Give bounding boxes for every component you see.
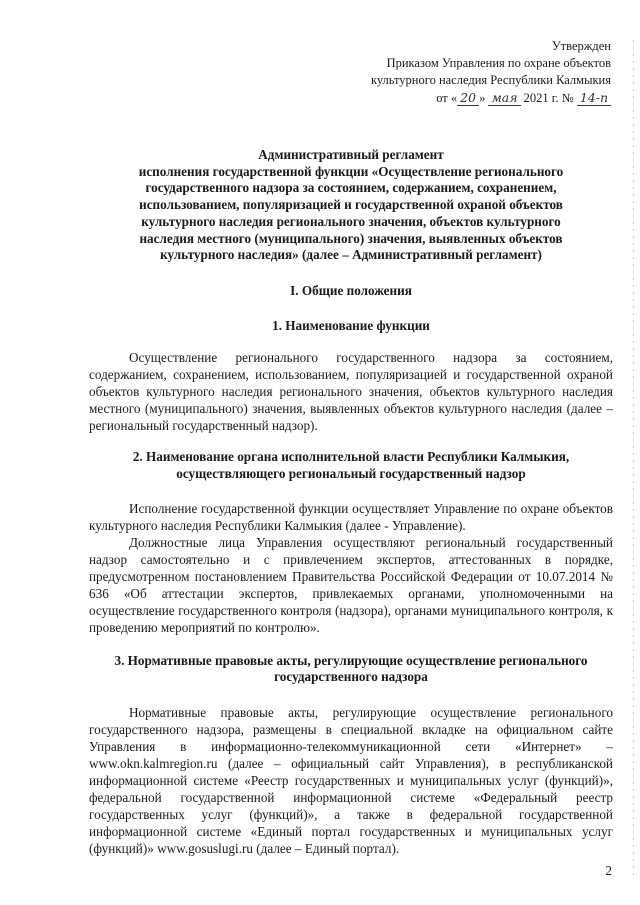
title-line-4: использованием, популяризацией и государственной охраной объектов (139, 197, 563, 213)
page-number: 2 (605, 863, 612, 878)
subsection-heading-executive-body (89, 449, 613, 482)
date-day: 20 (457, 90, 479, 106)
title-line-6: наследия местного (муниципального) значения, выявленных объектов (139, 230, 563, 246)
approval-line-2: Приказом Управления по охране объектов (386, 56, 611, 70)
title-line-1: Административный регламент (258, 147, 444, 162)
date-month: мая (488, 90, 520, 106)
title-line-3: государственного надзора за состоянием, содержанием, сохранением, (145, 180, 557, 196)
date-mid: » (479, 91, 486, 105)
subsection-heading-legal-acts-line-1: 3. Нормативные правовые акты, регулирующие осуществление регионального (114, 652, 588, 668)
paragraph-legal-acts: Нормативные правовые акты, регулирующие осуществление регионального государственного надзора, размещены в специальной вкладке на официальном сайте Управления в информационно-телекоммуникационной сети «Интернет» – www.okn.kalmregion.ru (далее – официальный сайт Управления), в республиканской информационной системе «Реестр государственных и муниципальных услуг (функций)», федеральной государственной информационной системе «Федеральный реестр государственных услуг (функций)», а также в федеральной государственной информационной системе «Единый портал государственных и муниципальных услуг (функций)» www.gosuslugi.ru (далее – Единый портал). (89, 705, 613, 857)
approval-date-line (89, 89, 611, 107)
approval-line-1: Утвержден (551, 39, 611, 53)
paragraph-officials: Должностные лица Управления осуществляют региональный государственный надзор самостоятельно и с привлечением экспертов, аттестованных в порядке, предусмотренном постановлением Правительства Российской Федерации от 10.07.2014 № 636 «Об аттестации экспертов, привлекаемых органами, уполномоченными на осуществление государственного контроля (надзора), органами муниципального контроля, к проведению мероприятий по контролю». (89, 534, 613, 635)
document-title (89, 147, 613, 264)
date-number: 14-п (577, 90, 611, 106)
subsection-heading-legal-acts-line-2: государственного надзора (274, 669, 428, 685)
subsection-heading-executive-body-line-1: 2. Наименование органа исполнительной власти Республики Калмыкия, (132, 449, 570, 465)
subsection-heading-legal-acts (89, 653, 613, 686)
date-year: 2021 г. № (523, 91, 574, 105)
title-line-5: культурного наследия регионального значения, объектов культурного (141, 213, 561, 229)
title-line-2: исполнения государственной функции «Осуществление регионального (138, 163, 564, 179)
title-line-7: культурного наследия» (далее – Административный регламент) (160, 247, 542, 263)
subsection-heading-executive-body-line-2: осуществляющего региональный государственный надзор (176, 466, 526, 482)
paragraph-function-name: Осуществление регионального государственного надзора за состоянием, содержанием, сохранением, использованием, популяризацией и государственной охраной объектов культурного наследия регионального значения, объектов культурного наследия местного (муниципального) значения, выявленных объектов культурного наследия (далее – региональный государственный надзор). (89, 350, 613, 434)
subsection-heading-function-name: 1. Наименование функции (272, 317, 430, 333)
approval-line-3: культурного наследия Республики Калмыкия (370, 73, 611, 87)
paragraph-executive-body: Исполнение государственной функции осуществляет Управление по охране объектов культурного наследия Республики Калмыкия (далее - Управление). (89, 500, 613, 533)
approval-stamp (89, 38, 611, 107)
scan-edge-mark (633, 40, 634, 880)
date-prefix: от « (436, 91, 458, 105)
section-heading-general: I. Общие положения (290, 282, 412, 298)
